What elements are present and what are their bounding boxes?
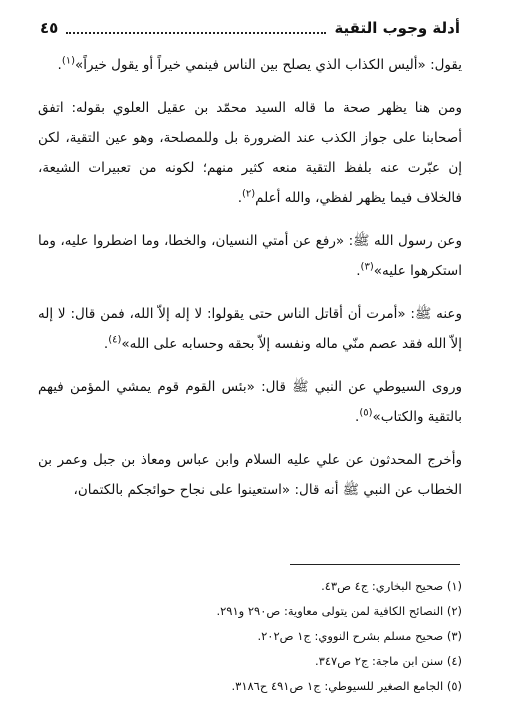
- footnote-ref: (١): [61, 55, 75, 67]
- footnote: (٣) صحيح مسلم بشرح النووي: ج١ ص٢٠٢.: [257, 629, 462, 643]
- footnote-ref: (٢): [241, 188, 256, 200]
- chapter-title: أدلة وجوب التقية: [334, 19, 460, 37]
- page-number: ٤٥: [40, 19, 59, 37]
- header-dotted-leader: [66, 23, 326, 34]
- paragraph-text: ومن هنا يظهر صحة ما قاله السيد محمّد بن عقيل العلوي بقوله: اتفق أصحابنا على جواز الكذب عند الضرورة بل وللمصلحة، وهو عين التقية، لكن إن عبّرت عنه بلفظ التقية منعه كثير منهم؛ لكونه من تعبيرات الشيعة، فالخلاف فيما يظهر لفظي، والله أعلم: [38, 100, 462, 206]
- paragraph-text: وأخرج المحدثون عن علي عليه السلام وابن عباس ومعاذ بن جبل وعمر بن الخطاب عن النبي ﷺ أنه قال: «استعينوا على نجاح حوائجكم بالكتمان،: [38, 452, 462, 498]
- footnote-ref: (٤): [108, 334, 122, 346]
- footnote: (٥) الجامع الصغير للسيوطي: ج١ ص٤٩١ ح٣١٨٦.: [231, 679, 462, 693]
- footnote: (٤) سنن ابن ماجة: ج٢ ص٣٤٧.: [315, 654, 462, 668]
- footnotes: [38, 574, 462, 699]
- footnote: (١) صحيح البخاري: ج٤ ص٤٣.: [321, 579, 462, 593]
- paragraph-text: يقول: «أليس الكذاب الذي يصلح بين الناس فينمي خيراً أو يقول خيراً»: [75, 57, 462, 73]
- paragraph: يقول: «أليس الكذاب الذي يصلح بين الناس فينمي خيراً أو يقول خيراً»$^{(١)}$.: [57, 55, 462, 73]
- paragraph: [38, 445, 462, 505]
- main-text: [38, 50, 462, 518]
- paragraph-text: وعنه ﷺ: «أمرت أن أقاتل الناس حتى يقولوا: لا إله إلاّ الله، فمن قال: لا إله إلاّ الله فقد عصم منّي ماله ونفسه إلاّ بحقه وحسابه على الله»: [38, 306, 462, 352]
- paragraph: وعنه ﷺ: «أمرت أن أقاتل الناس حتى يقولوا: لا إله إلاّ الله، فمن قال: لا إله إلاّ الله فقد عصم منّي ماله ونفسه إلاّ بحقه وحسابه على الله»$^{(٤)}$.: [38, 306, 462, 352]
- paragraph: وروى السيوطي عن النبي ﷺ قال: «بئس القوم قوم يمشي المؤمن فيهم بالتقية والكتاب»$^{(٥)}$.: [38, 379, 462, 425]
- footnote-ref: (٥): [359, 407, 373, 419]
- footnote: (٢) النصائح الكافية لمن يتولى معاوية: ص٢٩٠ و٢٩١.: [216, 604, 462, 618]
- paragraph-text: وروى السيوطي عن النبي ﷺ قال: «بئس القوم قوم يمشي المؤمن فيهم بالتقية والكتاب»: [38, 379, 462, 425]
- running-header: [40, 18, 460, 38]
- paragraph-text: وعن رسول الله ﷺ: «رفع عن أمتي النسيان، والخطا، وما اضطروا عليه، وما استكرهوا عليه»: [38, 233, 462, 279]
- footnote-ref: (٣): [360, 261, 374, 273]
- paragraph: وعن رسول الله ﷺ: «رفع عن أمتي النسيان، والخطا، وما اضطروا عليه، وما استكرهوا عليه»$^{(٣)}$.: [38, 233, 462, 279]
- paragraph: ومن هنا يظهر صحة ما قاله السيد محمّد بن عقيل العلوي بقوله: اتفق أصحابنا على جواز الكذب عند الضرورة بل وللمصلحة، وهو عين التقية، لكن إن عبّرت عنه بلفظ التقية منعه كثير منهم؛ لكونه من تعبيرات الشيعة، فالخلاف فيما يظهر لفظي، والله أعلم$^{(٢)}$.: [38, 100, 462, 206]
- footnote-separator: [290, 564, 460, 565]
